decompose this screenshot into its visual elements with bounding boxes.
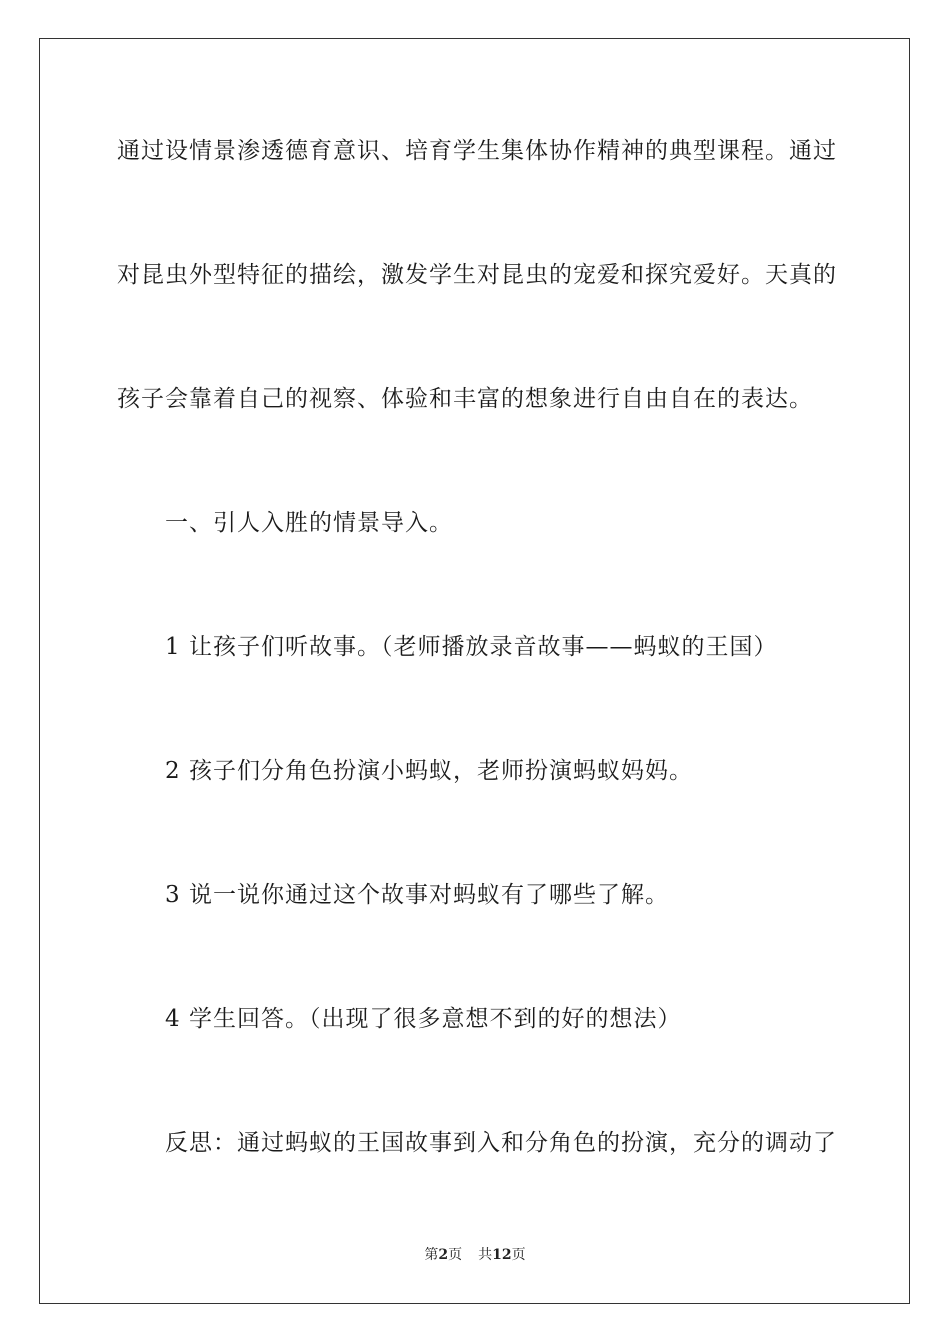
page-footer [0,1245,950,1265]
total-prefix: 共 [478,1247,493,1263]
list-item-4: 4 学生回答。（出现了很多意想不到的好的想法） [165,1006,682,1032]
total-suffix: 页 [511,1247,526,1263]
section-heading: 一、引人入胜的情景导入。 [165,510,453,536]
page-suffix: 页 [448,1247,463,1263]
list-item-3: 3 说一说你通过这个故事对蚂蚁有了哪些了解。 [165,882,669,908]
paragraph-line-2: 对昆虫外型特征的描绘，激发学生对昆虫的宠爱和探究爱好。天真的 [117,262,837,288]
list-item-1: 1 让孩子们听故事。（老师播放录音故事——蚂蚁的王国） [165,634,778,660]
paragraph-line-1: 通过设情景渗透德育意识、培育学生集体协作精神的典型课程。通过 [117,138,837,164]
reflection-line: 反思：通过蚂蚁的王国故事到入和分角色的扮演，充分的调动了 [165,1130,837,1156]
list-item-2: 2 孩子们分角色扮演小蚂蚁，老师扮演蚂蚁妈妈。 [165,758,693,784]
page-prefix: 第 [424,1247,439,1263]
page-total: 12 [492,1247,512,1263]
page-current: 2 [438,1247,449,1263]
page-border [39,38,910,1304]
paragraph-line-3: 孩子会靠着自己的视察、体验和丰富的想象进行自由自在的表达。 [117,386,813,412]
